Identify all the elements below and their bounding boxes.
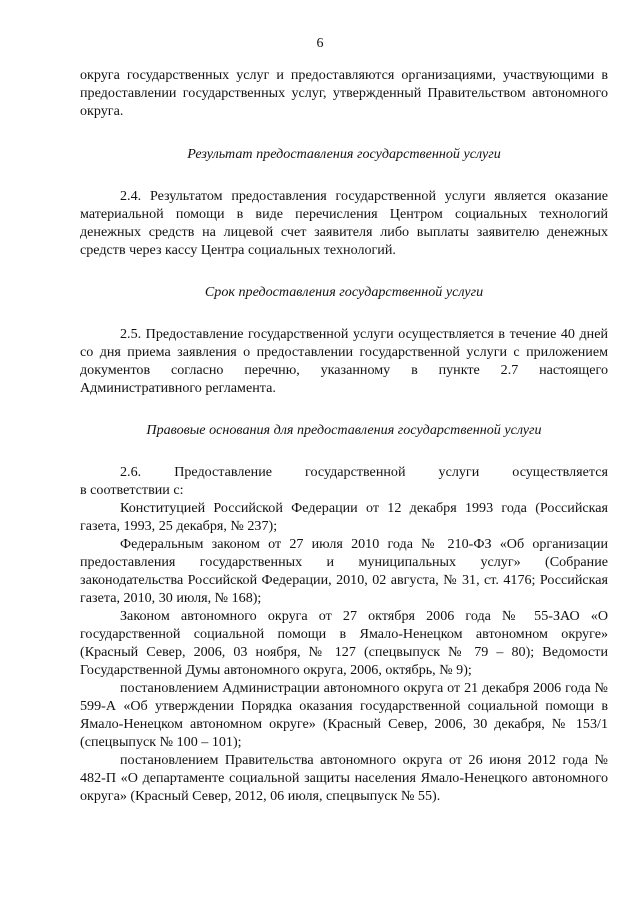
legal-basis-item: постановлением Администрации автономного округа от 21 декабря 2006 года № 599-А «Об утверждении Порядка оказания государственной социальной помощи в Ямало-Ненецком автономном округе» (Красный Север, 2006, 30 декабря, № 153/1 (спецвыпуск № 100 – 101); bbox=[80, 680, 608, 750]
legal-basis-item: Конституцией Российской Федерации от 12 декабря 1993 года (Российская газета, 1993, 25 декабря, № 237); bbox=[80, 500, 608, 534]
paragraph-2-6-lead-continuation: в соответствии с: bbox=[80, 482, 184, 498]
paragraph-2-5: 2.5. Предоставление государственной услуги осуществляется в течение 40 дней со дня приема заявления о предоставлении государственной услуги с приложением документов согласно перечню, указанному в пункте 2.7 настоящего Административного регламента. bbox=[80, 326, 608, 396]
legal-basis-item: постановлением Правительства автономного округа от 26 июня 2012 года № 482-П «О департаменте социальной защиты населения Ямало-Ненецкого автономного округа» (Красный Север, 2012, 06 июля, спецвыпуск № 55). bbox=[80, 752, 608, 804]
section-heading-legal-basis: Правовые основания для предоставления государственной услуги bbox=[146, 422, 542, 438]
paragraph-2-6-lead: 2.6. Предоставление государственной услуги осуществляется bbox=[120, 464, 608, 480]
section-heading-result: Результат предоставления государственной услуги bbox=[187, 146, 501, 162]
paragraph-2-4: 2.4. Результатом предоставления государственной услуги является оказание материальной помощи в виде перечисления Центром социальных технологий денежных средств на лицевой счет заявителя либо выплаты заявителю денежных средств через кассу Центра социальных технологий. bbox=[80, 188, 608, 258]
document-body bbox=[80, 66, 608, 805]
section-heading-term: Срок предоставления государственной услуги bbox=[204, 284, 484, 300]
intro-paragraph: округа государственных услуг и предоставляются организациями, участвующими в предоставлении государственных услуг, утвержденный Правительством автономного округа. bbox=[80, 67, 608, 119]
legal-basis-item: Законом автономного округа от 27 октября 2006 года № 55-ЗАО «О государственной социальной помощи в Ямало-Ненецком автономном округе» (Красный Север, 2006, 03 ноября, № 127 (спецвыпуск № 79 – 80); Ведомости Государственной Думы автономного округа, 2006, октябрь, № 9); bbox=[80, 608, 608, 678]
page-number: 6 bbox=[316, 36, 324, 51]
legal-basis-item: Федеральным законом от 27 июля 2010 года № 210-ФЗ «Об организации предоставления государственных и муниципальных услуг» (Собрание законодательства Российской Федерации, 2010, 02 августа, № 31, ст. 4176; Российская газета, 2010, 30 июля, № 168); bbox=[80, 536, 608, 606]
